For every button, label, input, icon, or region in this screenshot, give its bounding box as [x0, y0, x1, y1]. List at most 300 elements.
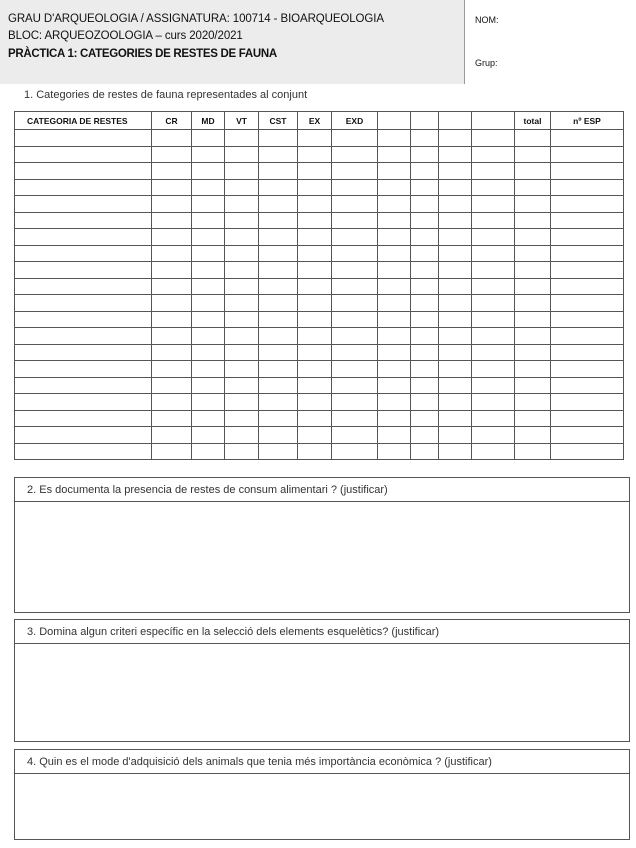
- table-cell[interactable]: [378, 377, 411, 394]
- table-cell[interactable]: [551, 328, 624, 345]
- table-cell[interactable]: [225, 344, 259, 361]
- table-cell[interactable]: [192, 410, 225, 427]
- table-cell[interactable]: [225, 196, 259, 213]
- table-cell[interactable]: [439, 196, 472, 213]
- table-cell[interactable]: [472, 262, 515, 279]
- table-row: [15, 377, 624, 394]
- table-cell[interactable]: [15, 344, 152, 361]
- table-cell[interactable]: [411, 130, 439, 147]
- table-cell[interactable]: [225, 410, 259, 427]
- table-cell[interactable]: [551, 295, 624, 312]
- table-cell[interactable]: [259, 262, 298, 279]
- table-cell[interactable]: [298, 295, 332, 312]
- table-cell[interactable]: [152, 146, 192, 163]
- table-cell[interactable]: [411, 278, 439, 295]
- table-cell[interactable]: [472, 163, 515, 180]
- table-cell[interactable]: [192, 212, 225, 229]
- table-cell[interactable]: [225, 295, 259, 312]
- table-cell[interactable]: [472, 295, 515, 312]
- table-cell[interactable]: [152, 377, 192, 394]
- table-cell[interactable]: [298, 311, 332, 328]
- table-cell[interactable]: [192, 328, 225, 345]
- table-cell[interactable]: [298, 278, 332, 295]
- table-cell[interactable]: [298, 410, 332, 427]
- table-cell[interactable]: [15, 410, 152, 427]
- table-cell[interactable]: [472, 146, 515, 163]
- block-line: BLOC: ARQUEOZOOLOGIA – curs 2020/2021: [8, 30, 243, 42]
- table-cell[interactable]: [411, 212, 439, 229]
- table-cell[interactable]: [225, 394, 259, 411]
- table-cell[interactable]: [192, 229, 225, 246]
- table-cell[interactable]: [152, 311, 192, 328]
- table-row: [15, 311, 624, 328]
- table-cell[interactable]: [515, 212, 551, 229]
- table-row: [15, 245, 624, 262]
- table-cell[interactable]: [15, 361, 152, 378]
- table-cell[interactable]: [15, 163, 152, 180]
- table-cell[interactable]: [439, 328, 472, 345]
- table-cell[interactable]: [152, 179, 192, 196]
- table-cell[interactable]: [472, 311, 515, 328]
- table-cell[interactable]: [15, 130, 152, 147]
- table-row: [15, 427, 624, 444]
- table-cell[interactable]: [411, 443, 439, 460]
- table-cell[interactable]: [192, 295, 225, 312]
- table-cell[interactable]: [551, 130, 624, 147]
- table-cell[interactable]: [439, 394, 472, 411]
- table-cell[interactable]: [192, 163, 225, 180]
- table-cell[interactable]: [152, 410, 192, 427]
- table-row: [15, 361, 624, 378]
- table-cell[interactable]: [378, 295, 411, 312]
- table-cell[interactable]: [472, 410, 515, 427]
- table-cell[interactable]: [515, 328, 551, 345]
- table-row: [15, 163, 624, 180]
- table-cell[interactable]: [515, 295, 551, 312]
- table-cell[interactable]: [15, 179, 152, 196]
- table-cell[interactable]: [192, 130, 225, 147]
- table-cell[interactable]: [259, 295, 298, 312]
- answer-4-area[interactable]: [15, 774, 629, 839]
- table-cell[interactable]: [411, 179, 439, 196]
- table-cell[interactable]: [15, 212, 152, 229]
- group-label: Grup:: [475, 58, 498, 68]
- table-cell[interactable]: [15, 229, 152, 246]
- table-cell[interactable]: [152, 361, 192, 378]
- table-cell[interactable]: [15, 311, 152, 328]
- table-cell[interactable]: [515, 443, 551, 460]
- table-cell[interactable]: [439, 245, 472, 262]
- table-cell[interactable]: [515, 278, 551, 295]
- table-cell[interactable]: [551, 410, 624, 427]
- table-cell[interactable]: [192, 146, 225, 163]
- table-cell[interactable]: [298, 427, 332, 444]
- table-cell[interactable]: [225, 179, 259, 196]
- table-cell[interactable]: [378, 361, 411, 378]
- table-cell[interactable]: [472, 245, 515, 262]
- table-cell[interactable]: [472, 427, 515, 444]
- table-cell[interactable]: [298, 196, 332, 213]
- answer-3-area[interactable]: [15, 644, 629, 741]
- table-cell[interactable]: [225, 229, 259, 246]
- table-cell[interactable]: [298, 245, 332, 262]
- table-cell[interactable]: [378, 311, 411, 328]
- table-cell[interactable]: [332, 394, 378, 411]
- table-cell[interactable]: [332, 163, 378, 180]
- table-cell[interactable]: [259, 394, 298, 411]
- table-cell[interactable]: [15, 262, 152, 279]
- table-cell[interactable]: [192, 427, 225, 444]
- table-cell[interactable]: [411, 311, 439, 328]
- table-cell[interactable]: [152, 229, 192, 246]
- table-cell[interactable]: [15, 278, 152, 295]
- table-cell[interactable]: [515, 311, 551, 328]
- table-cell[interactable]: [259, 344, 298, 361]
- table-cell[interactable]: [192, 344, 225, 361]
- col-header: MD: [192, 112, 225, 130]
- table-cell[interactable]: [472, 278, 515, 295]
- table-cell[interactable]: [332, 311, 378, 328]
- table-cell[interactable]: [515, 130, 551, 147]
- table-cell[interactable]: [551, 212, 624, 229]
- table-cell[interactable]: [551, 229, 624, 246]
- table-cell[interactable]: [411, 262, 439, 279]
- table-cell[interactable]: [515, 196, 551, 213]
- table-cell[interactable]: [551, 344, 624, 361]
- table-cell[interactable]: [298, 179, 332, 196]
- table-cell[interactable]: [439, 163, 472, 180]
- table-cell[interactable]: [411, 163, 439, 180]
- table-cell[interactable]: [152, 212, 192, 229]
- table-cell[interactable]: [192, 262, 225, 279]
- table-cell[interactable]: [15, 443, 152, 460]
- question-2-box: [14, 477, 630, 613]
- table-cell[interactable]: [298, 163, 332, 180]
- table-cell[interactable]: [332, 361, 378, 378]
- table-cell[interactable]: [332, 130, 378, 147]
- table-cell[interactable]: [152, 278, 192, 295]
- table-cell[interactable]: [15, 377, 152, 394]
- table-cell[interactable]: [439, 146, 472, 163]
- table-cell[interactable]: [259, 196, 298, 213]
- table-cell[interactable]: [332, 229, 378, 246]
- table-cell[interactable]: [515, 344, 551, 361]
- table-cell[interactable]: [515, 410, 551, 427]
- table-cell[interactable]: [515, 229, 551, 246]
- table-cell[interactable]: [332, 146, 378, 163]
- table-cell[interactable]: [192, 311, 225, 328]
- table-cell[interactable]: [298, 146, 332, 163]
- table-cell[interactable]: [472, 394, 515, 411]
- table-cell[interactable]: [192, 278, 225, 295]
- table-cell[interactable]: [332, 196, 378, 213]
- table-cell[interactable]: [259, 361, 298, 378]
- table-cell[interactable]: [15, 146, 152, 163]
- table-row: [15, 196, 624, 213]
- table-cell[interactable]: [378, 146, 411, 163]
- table-cell[interactable]: [551, 443, 624, 460]
- table-cell[interactable]: [152, 328, 192, 345]
- table-cell[interactable]: [15, 245, 152, 262]
- table-cell[interactable]: [332, 328, 378, 345]
- table-cell[interactable]: [439, 262, 472, 279]
- table-cell[interactable]: [192, 377, 225, 394]
- table-cell[interactable]: [298, 377, 332, 394]
- table-cell[interactable]: [259, 229, 298, 246]
- col-header: EXD: [332, 112, 378, 130]
- table-row: [15, 262, 624, 279]
- table-cell[interactable]: [192, 361, 225, 378]
- table-cell[interactable]: [15, 295, 152, 312]
- table-cell[interactable]: [472, 130, 515, 147]
- table-cell[interactable]: [515, 361, 551, 378]
- table-cell[interactable]: [411, 245, 439, 262]
- table-cell[interactable]: [411, 229, 439, 246]
- table-cell[interactable]: [332, 179, 378, 196]
- table-cell[interactable]: [225, 361, 259, 378]
- table-cell[interactable]: [225, 146, 259, 163]
- table-cell[interactable]: [411, 377, 439, 394]
- table-cell[interactable]: [192, 245, 225, 262]
- practice-title: PRÀCTICA 1: CATEGORIES DE RESTES DE FAUNA: [8, 48, 277, 60]
- table-cell[interactable]: [225, 212, 259, 229]
- table-cell[interactable]: [411, 427, 439, 444]
- table-cell[interactable]: [298, 212, 332, 229]
- table-cell[interactable]: [332, 278, 378, 295]
- table-cell[interactable]: [259, 130, 298, 147]
- table-cell[interactable]: [411, 410, 439, 427]
- table-cell[interactable]: [551, 377, 624, 394]
- table-row: [15, 410, 624, 427]
- table-cell[interactable]: [551, 427, 624, 444]
- col-header: CATEGORIA DE RESTES: [15, 112, 152, 130]
- table-cell[interactable]: [225, 328, 259, 345]
- col-header: [378, 112, 411, 130]
- table-cell[interactable]: [259, 245, 298, 262]
- answer-2-area[interactable]: [15, 502, 629, 612]
- table-cell[interactable]: [515, 377, 551, 394]
- name-label: NOM:: [475, 15, 499, 25]
- table-cell[interactable]: [225, 427, 259, 444]
- page-header: [0, 0, 636, 84]
- table-cell[interactable]: [332, 262, 378, 279]
- table-cell[interactable]: [439, 278, 472, 295]
- table-row: [15, 344, 624, 361]
- table-cell[interactable]: [378, 328, 411, 345]
- table-cell[interactable]: [378, 163, 411, 180]
- table-cell[interactable]: [411, 394, 439, 411]
- table-cell[interactable]: [225, 311, 259, 328]
- table-cell[interactable]: [551, 394, 624, 411]
- table-cell[interactable]: [259, 427, 298, 444]
- table-cell[interactable]: [378, 278, 411, 295]
- table-cell[interactable]: [259, 212, 298, 229]
- table-cell[interactable]: [225, 245, 259, 262]
- table-cell[interactable]: [411, 328, 439, 345]
- table-cell[interactable]: [515, 262, 551, 279]
- table-cell[interactable]: [225, 377, 259, 394]
- col-header: total: [515, 112, 551, 130]
- table-cell[interactable]: [298, 262, 332, 279]
- table-cell[interactable]: [551, 163, 624, 180]
- table-cell[interactable]: [551, 179, 624, 196]
- table-cell[interactable]: [225, 262, 259, 279]
- table-cell[interactable]: [152, 443, 192, 460]
- table-cell[interactable]: [152, 295, 192, 312]
- table-cell[interactable]: [192, 179, 225, 196]
- table-cell[interactable]: [259, 278, 298, 295]
- table-cell[interactable]: [15, 328, 152, 345]
- table-cell[interactable]: [472, 229, 515, 246]
- table-cell[interactable]: [298, 328, 332, 345]
- table-cell[interactable]: [15, 196, 152, 213]
- table-cell[interactable]: [259, 377, 298, 394]
- table-cell[interactable]: [332, 295, 378, 312]
- table-cell[interactable]: [551, 278, 624, 295]
- question-1: 1. Categories de restes de fauna representades al conjunt: [24, 89, 308, 101]
- table-cell[interactable]: [332, 377, 378, 394]
- table-cell[interactable]: [378, 443, 411, 460]
- table-cell[interactable]: [439, 410, 472, 427]
- table-cell[interactable]: [551, 196, 624, 213]
- table-cell[interactable]: [152, 130, 192, 147]
- table-cell[interactable]: [515, 163, 551, 180]
- table-cell[interactable]: [378, 427, 411, 444]
- table-cell[interactable]: [551, 361, 624, 378]
- table-cell[interactable]: [472, 212, 515, 229]
- question-3-box: [14, 619, 630, 742]
- course-line: GRAU D'ARQUEOLOGIA / ASSIGNATURA: 100714 - BIOARQUEOLOGIA: [8, 13, 384, 25]
- table-cell[interactable]: [378, 179, 411, 196]
- table-cell[interactable]: [411, 196, 439, 213]
- table-cell[interactable]: [378, 229, 411, 246]
- table-cell[interactable]: [439, 361, 472, 378]
- table-cell[interactable]: [192, 443, 225, 460]
- table-cell[interactable]: [378, 245, 411, 262]
- table-cell[interactable]: [439, 344, 472, 361]
- table-cell[interactable]: [378, 262, 411, 279]
- table-cell[interactable]: [225, 163, 259, 180]
- table-cell[interactable]: [472, 179, 515, 196]
- table-cell[interactable]: [439, 427, 472, 444]
- table-cell[interactable]: [411, 361, 439, 378]
- table-cell[interactable]: [259, 311, 298, 328]
- table-cell[interactable]: [298, 229, 332, 246]
- table-cell[interactable]: [259, 443, 298, 460]
- table-cell[interactable]: [411, 295, 439, 312]
- table-cell[interactable]: [298, 344, 332, 361]
- table-cell[interactable]: [472, 328, 515, 345]
- table-cell[interactable]: [439, 295, 472, 312]
- col-header: [411, 112, 439, 130]
- table-cell[interactable]: [472, 443, 515, 460]
- table-cell[interactable]: [152, 163, 192, 180]
- table-cell[interactable]: [298, 443, 332, 460]
- table-cell[interactable]: [332, 410, 378, 427]
- table-cell[interactable]: [152, 245, 192, 262]
- table-cell[interactable]: [298, 394, 332, 411]
- table-cell[interactable]: [378, 196, 411, 213]
- table-cell[interactable]: [15, 427, 152, 444]
- table-cell[interactable]: [378, 130, 411, 147]
- table-cell[interactable]: [439, 229, 472, 246]
- table-cell[interactable]: [551, 245, 624, 262]
- table-cell[interactable]: [378, 212, 411, 229]
- table-cell[interactable]: [259, 179, 298, 196]
- table-cell[interactable]: [439, 179, 472, 196]
- table-cell[interactable]: [515, 427, 551, 444]
- table-cell[interactable]: [439, 377, 472, 394]
- table-cell[interactable]: [332, 427, 378, 444]
- table-cell[interactable]: [378, 410, 411, 427]
- table-row: [15, 146, 624, 163]
- table-cell[interactable]: [551, 146, 624, 163]
- table-cell[interactable]: [472, 196, 515, 213]
- table-cell[interactable]: [472, 344, 515, 361]
- table-cell[interactable]: [298, 130, 332, 147]
- table-cell[interactable]: [551, 262, 624, 279]
- table-header-row: [15, 112, 624, 130]
- table-cell[interactable]: [332, 344, 378, 361]
- table-cell[interactable]: [411, 344, 439, 361]
- table-cell[interactable]: [551, 311, 624, 328]
- table-cell[interactable]: [411, 146, 439, 163]
- table-cell[interactable]: [332, 212, 378, 229]
- table-cell[interactable]: [15, 394, 152, 411]
- table-cell[interactable]: [378, 394, 411, 411]
- table-row: [15, 212, 624, 229]
- table-cell[interactable]: [439, 311, 472, 328]
- table-cell[interactable]: [152, 196, 192, 213]
- table-cell[interactable]: [298, 361, 332, 378]
- table-cell[interactable]: [439, 212, 472, 229]
- col-header: EX: [298, 112, 332, 130]
- table-cell[interactable]: [259, 163, 298, 180]
- table-row: [15, 295, 624, 312]
- table-cell[interactable]: [332, 443, 378, 460]
- table-cell[interactable]: [152, 394, 192, 411]
- table-cell[interactable]: [472, 377, 515, 394]
- table-row: [15, 130, 624, 147]
- table-cell[interactable]: [192, 196, 225, 213]
- table-cell[interactable]: [259, 410, 298, 427]
- table-cell[interactable]: [332, 245, 378, 262]
- table-cell[interactable]: [225, 278, 259, 295]
- table-body: [15, 130, 624, 460]
- table-row: [15, 443, 624, 460]
- table-row: [15, 394, 624, 411]
- student-info-box[interactable]: [464, 0, 636, 84]
- table-cell[interactable]: [439, 130, 472, 147]
- table-cell[interactable]: [152, 427, 192, 444]
- table-cell[interactable]: [439, 443, 472, 460]
- table-cell[interactable]: [515, 394, 551, 411]
- question-4: 4. Quin es el mode d'adquisició dels animals que tenia més importància econòmica ? (justificar): [15, 750, 629, 774]
- table-cell[interactable]: [225, 443, 259, 460]
- table-cell[interactable]: [152, 344, 192, 361]
- table-cell[interactable]: [259, 328, 298, 345]
- table-cell[interactable]: [225, 130, 259, 147]
- table-cell[interactable]: [152, 262, 192, 279]
- table-cell[interactable]: [515, 146, 551, 163]
- col-header: [472, 112, 515, 130]
- table-cell[interactable]: [259, 146, 298, 163]
- table-cell[interactable]: [472, 361, 515, 378]
- table-cell[interactable]: [515, 179, 551, 196]
- table-cell[interactable]: [515, 245, 551, 262]
- table-cell[interactable]: [378, 344, 411, 361]
- table-cell[interactable]: [192, 394, 225, 411]
